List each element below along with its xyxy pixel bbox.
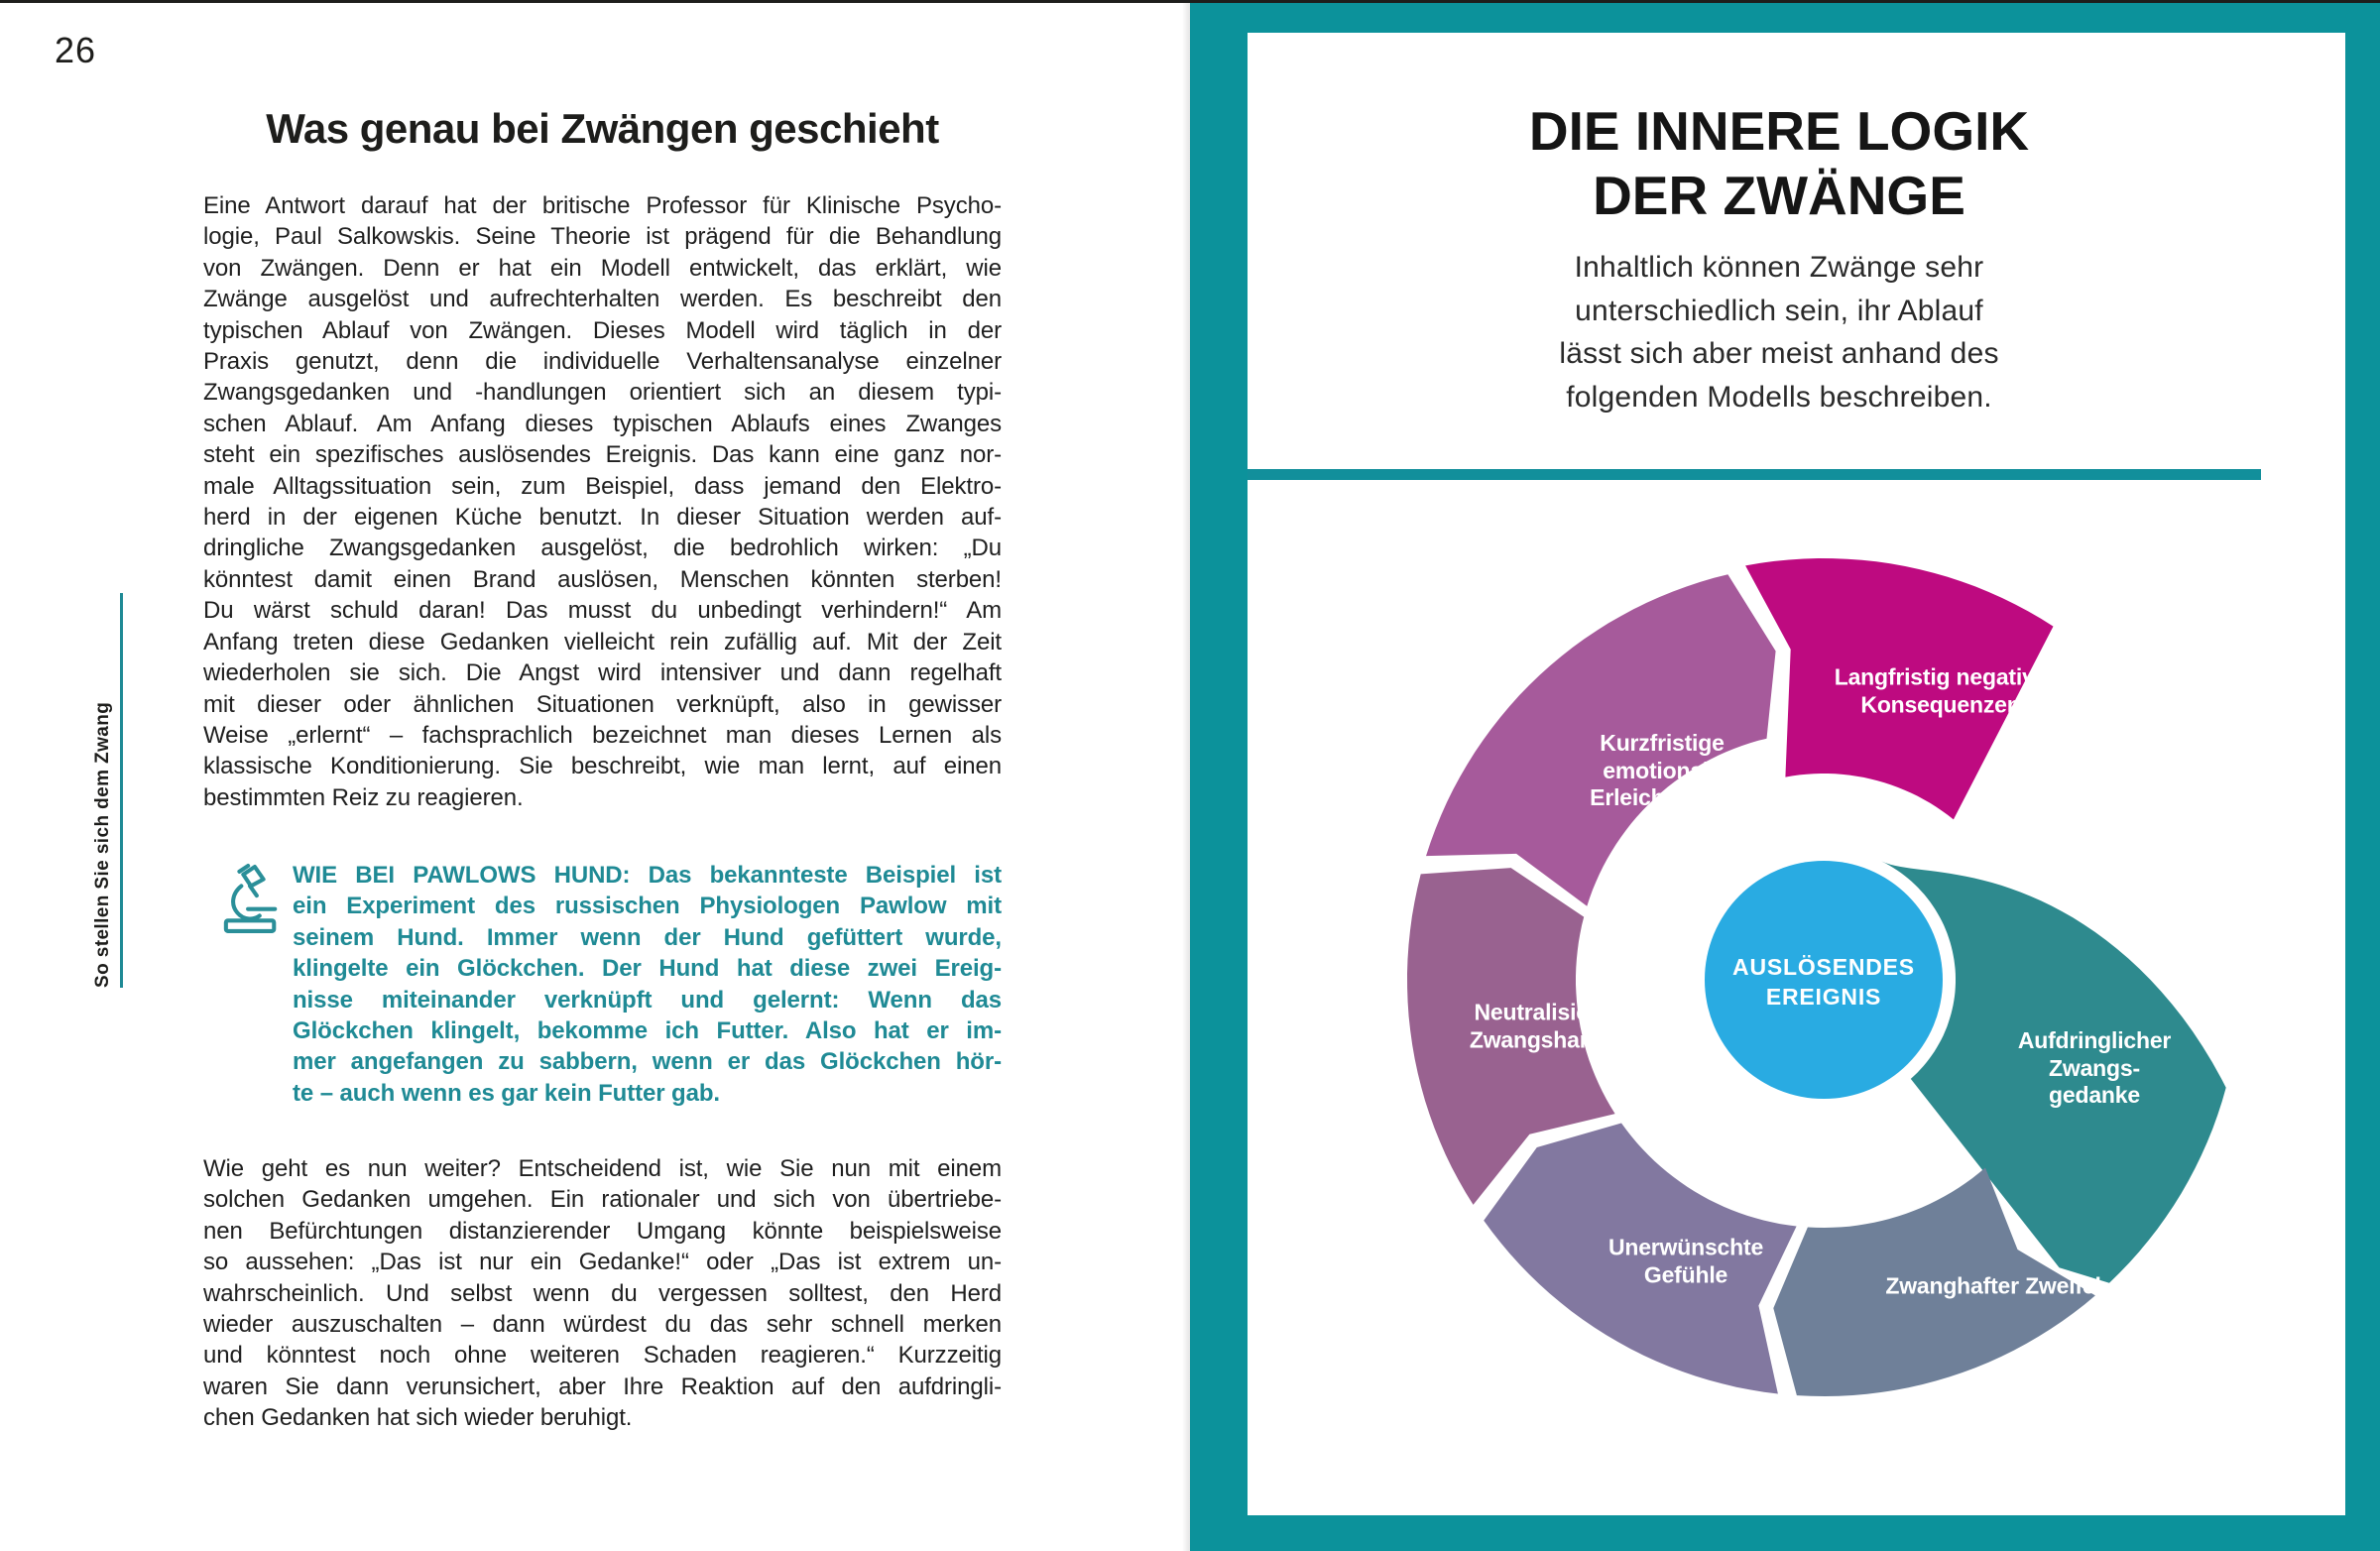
section-title: Was genau bei Zwängen geschieht xyxy=(266,105,939,152)
text-line: Zwangsgedanken und -handlungen orientiert sich an diesem typi- xyxy=(203,379,1002,407)
text-line: logie, Paul Salkowskis. Seine Theorie ist prägend für die Behandlung xyxy=(203,223,1002,251)
text-line: DER ZWÄNGE xyxy=(1593,165,1965,226)
center-node-label xyxy=(1732,952,1915,1012)
text-line: klingelte ein Glöckchen. Der Hund hat diese zwei Ereig- xyxy=(293,955,1002,983)
label-line: emotionale xyxy=(1603,757,1722,783)
text-line: schen Ablauf. Am Anfang dieses typischen Ablaufs eines Zwanges xyxy=(203,410,1002,437)
text-line: wieder auszuschalten – dann würdest du das sehr schnell merken xyxy=(203,1311,1002,1339)
cycle-diagram xyxy=(1190,0,2380,1551)
text-line: so aussehen: „Das ist nur ein Gedanke!“ oder „Das ist extrem un- xyxy=(203,1249,1002,1276)
text-line: chen Gedanken hat sich wieder beruhigt. xyxy=(203,1404,633,1432)
label-line: Langfristig negative xyxy=(1834,663,2048,690)
text-line: lässt sich aber meist anhand des xyxy=(1559,337,1999,370)
text-line: typischen Ablauf von Zwängen. Dieses Modell wird täglich in der xyxy=(203,316,1002,344)
segment-label-unerwuenschte-gefuehle xyxy=(1608,1235,1763,1289)
text-line: von Zwängen. Denn er hat ein Modell entwickelt, das erklärt, wie xyxy=(203,254,1002,282)
label-line: Konsequenzen xyxy=(1860,691,2021,717)
text-line: Wie geht es nun weiter? Entscheidend ist, wie Sie nun mit einem xyxy=(203,1155,1002,1182)
body-paragraph-2 xyxy=(203,1153,1002,1434)
text-line: DIE INNERE LOGIK xyxy=(1528,100,2030,162)
text-line: Anfang treten diese Gedanken vielleicht rein zufällig auf. Mit der Zeit xyxy=(203,628,1002,656)
text-line: klassische Konditionierung. Sie beschreibt, wie man lernt, auf einen xyxy=(203,753,1002,780)
text-line: nen Befürchtungen distanzierender Umgang könnte beispielsweise xyxy=(203,1217,1002,1245)
text-line: Glöckchen klingelt, bekomme ich Futter. Also hat er im- xyxy=(293,1017,1002,1045)
text-line: nisse miteinander verknüpft und gelernt: Wenn das xyxy=(293,986,1002,1014)
text-line: waren Sie dann verunsichert, aber Ihre Reaktion auf den aufdringli- xyxy=(203,1372,1002,1400)
text-line: seinem Hund. Immer wenn der Hund gefüttert wurde, xyxy=(293,923,1002,951)
text-line: steht ein spezifisches auslösendes Ereignis. Das kann eine ganz nor- xyxy=(203,441,1002,469)
text-line: Du wärst schuld daran! Das musst du unbedingt verhindern!“ Am xyxy=(203,597,1002,625)
text-line: Zwänge ausgelöst und aufrechterhalten werden. Es beschreibt den xyxy=(203,286,1002,313)
text-line: ein Experiment des russischen Physiologen Pawlow mit xyxy=(293,893,1002,920)
text-line: herd in der eigenen Küche benutzt. In dieser Situation werden auf- xyxy=(203,504,1002,532)
page-top-edge xyxy=(0,0,2380,3)
chapter-sidebar-label: So stellen Sie sich dem Zwang xyxy=(92,701,113,988)
page-number: 26 xyxy=(55,30,97,70)
text-line: könntest damit einen Brand auslösen, Menschen könnten sterben! xyxy=(203,565,1002,593)
chapter-sidebar-rule xyxy=(120,593,123,988)
segment-label-kurzfristige-emotionale-erleichterung xyxy=(1590,730,1734,812)
page-gutter-shadow xyxy=(1182,0,1190,1551)
text-line: Praxis genutzt, denn die individuelle Verhaltensanalyse einzelner xyxy=(203,348,1002,376)
text-line: dringliche Zwangsgedanken ausgelöst, die bedrohlich wirken: „Du xyxy=(203,535,1002,562)
text-line: male Alltagssituation sein, zum Beispiel, dass jemand den Elektro- xyxy=(203,472,1002,500)
label-line: Zwangshandlung xyxy=(1469,1026,1655,1052)
text-line: WIE BEI PAWLOWS HUND: Das bekannteste Beispiel ist xyxy=(293,862,1002,889)
text-line: und könntest noch ohne weiteren Schaden reagieren.“ Kurzzeitig xyxy=(203,1342,1002,1370)
text-line: Eine Antwort darauf hat der britische Professor für Klinische Psycho- xyxy=(203,192,1002,219)
label-line: Aufdringlicher xyxy=(2017,1026,2172,1053)
segment-label-aufdringlicher-zwangsgedanke xyxy=(2018,1027,2171,1110)
segment-label-zwanghafter-zweifel xyxy=(1885,1272,2100,1300)
text-line: bestimmten Reiz zu reagieren. xyxy=(203,783,524,811)
label-line: Neutralisierende xyxy=(1474,999,1650,1025)
label-line: Zwanghafter Zweifel xyxy=(1885,1272,2101,1299)
text-line: te – auch wenn es gar kein Futter gab. xyxy=(293,1079,720,1107)
segment-label-neutralisierende-zwangshandlung xyxy=(1470,1000,1654,1054)
microscope-icon xyxy=(221,862,283,935)
chapter-sidebar xyxy=(83,593,123,988)
right-page xyxy=(1190,0,2380,1551)
body-paragraph-1 xyxy=(203,190,1002,813)
segment-label-langfristig-negative-konsequenzen xyxy=(1835,664,2048,719)
label-line: gedanke xyxy=(2049,1081,2140,1108)
text-line: solchen Gedanken umgehen. Ein rationaler und sich von übertriebe- xyxy=(203,1186,1002,1214)
text-line: wiederholen sie sich. Die Angst wird intensiver und dann regelhaft xyxy=(203,659,1002,687)
label-line: AUSLÖSENDES xyxy=(1732,954,1915,980)
text-line: wahrscheinlich. Und selbst wenn du vergessen solltest, den Herd xyxy=(203,1279,1002,1307)
text-line: mit dieser oder ähnlichen Situationen verknüpft, also in gewisser xyxy=(203,690,1002,718)
text-line: mer angefangen zu sabbern, wenn er das Glöckchen hör- xyxy=(293,1048,1002,1076)
text-line: unterschiedlich sein, ihr Ablauf xyxy=(1575,294,1983,327)
label-line: EREIGNIS xyxy=(1765,984,1882,1010)
text-line: Weise „erlernt“ – fachsprachlich bezeichnet man dieses Lernen als xyxy=(203,721,1002,749)
text-line: Inhaltlich können Zwänge sehr xyxy=(1574,251,1984,284)
label-line: Unerwünschte xyxy=(1607,1234,1764,1260)
label-line: Zwangs- xyxy=(2049,1054,2140,1081)
label-line: Kurzfristige xyxy=(1600,729,1725,756)
label-line: Erleichterung xyxy=(1590,783,1734,810)
text-line: folgenden Modells beschreiben. xyxy=(1566,380,1992,414)
label-line: Gefühle xyxy=(1643,1261,1728,1287)
example-callout-text xyxy=(293,860,1002,1109)
